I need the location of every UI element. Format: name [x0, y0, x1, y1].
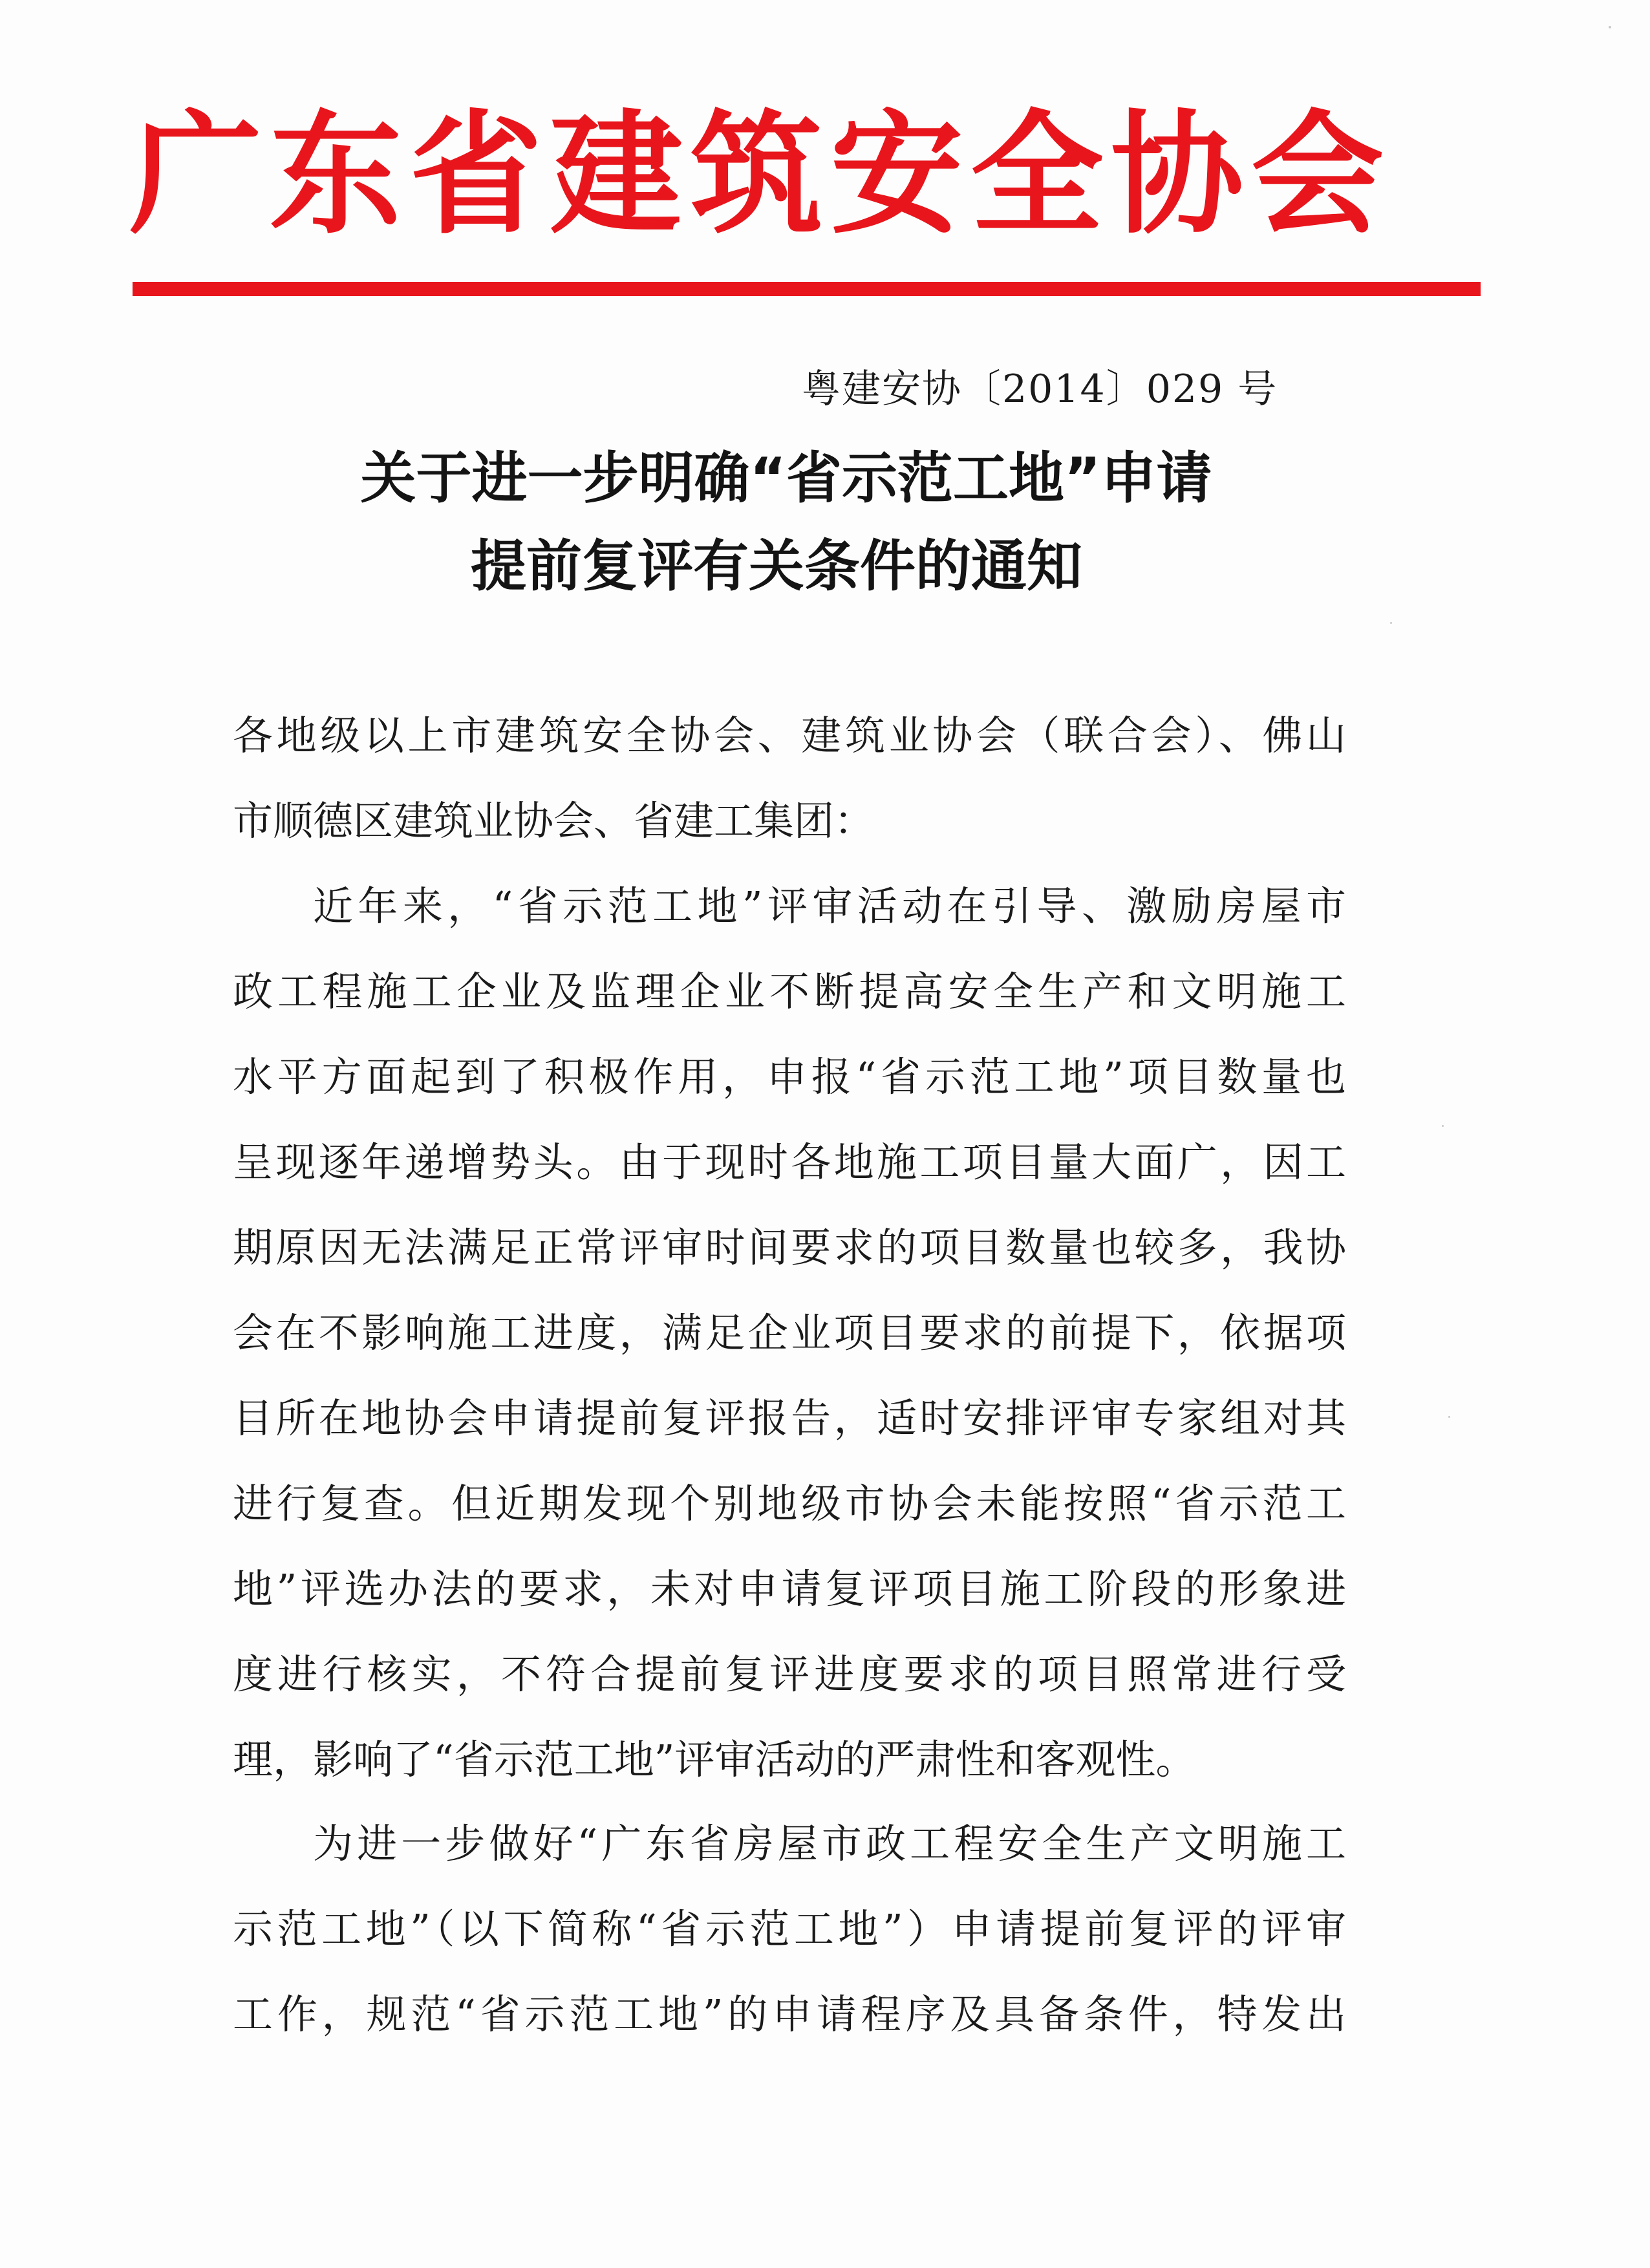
letterhead-char: 协 [1111, 96, 1244, 252]
text-line: 近年来，“省示范工地”评审活动在引导、激励房屋市 [313, 883, 1346, 930]
letterhead-char: 东 [269, 96, 402, 252]
paragraph-background [233, 864, 1346, 1803]
scan-speck [1390, 622, 1392, 624]
text-line: 目所在地协会申请提前复评报告，适时安排评审专家组对其 [233, 1395, 1346, 1442]
letterhead-char: 全 [970, 96, 1104, 252]
text-line: 度进行核实，不符合提前复评进度要求的项目照常进行受 [233, 1651, 1346, 1698]
paragraph-purpose [233, 1801, 1346, 2057]
letterhead-char: 会 [1251, 96, 1384, 252]
letterhead-char: 建 [550, 96, 683, 252]
scan-speck [1609, 26, 1611, 28]
text-line: 水平方面起到了积极作用，申报“省示范工地”项目数量也 [233, 1053, 1346, 1100]
letterhead-char: 广 [129, 96, 262, 252]
text-line: 示范工地”（以下简称“省示范工地”）申请提前复评的评审 [233, 1905, 1346, 1952]
text-line: 期原因无法满足正常评审时间要求的项目数量也较多，我协 [233, 1224, 1346, 1271]
scan-speck [1448, 1416, 1450, 1418]
title-line: 关于进一步明确“省示范工地”申请 [360, 446, 1212, 511]
letterhead-organization-name [129, 91, 1384, 259]
letterhead-char: 安 [830, 96, 963, 252]
text-line: 市顺德区建筑业协会、省建工集团： [233, 797, 875, 844]
letterhead-red-rule [133, 282, 1481, 296]
document-number: 粤建安协〔2014〕029 号 [802, 367, 1278, 412]
salutation [233, 693, 1346, 864]
text-line: 政工程施工企业及监理企业不断提高安全生产和文明施工 [233, 968, 1346, 1015]
text-line: 呈现逐年递增势头。由于现时各地施工项目量大面广，因工 [233, 1139, 1346, 1186]
title-line: 提前复评有关条件的通知 [471, 534, 1082, 599]
scan-speck [1442, 1125, 1444, 1127]
text-line: 会在不影响施工进度，满足企业项目要求的前提下，依据项 [233, 1309, 1346, 1356]
letterhead-char: 省 [409, 96, 542, 252]
letterhead-char: 筑 [690, 96, 823, 252]
text-line: 为进一步做好“广东省房屋市政工程安全生产文明施工 [313, 1820, 1346, 1867]
text-line: 理，影响了“省示范工地”评审活动的严肃性和客观性。 [233, 1736, 1196, 1783]
document-title [129, 434, 1521, 610]
text-line: 进行复查。但近期发现个别地级市协会未能按照“省示范工 [233, 1480, 1346, 1527]
text-line: 地”评选办法的要求，未对申请复评项目施工阶段的形象进 [233, 1565, 1346, 1612]
text-line: 各地级以上市建筑安全协会、建筑业协会（联合会）、佛山 [233, 712, 1346, 759]
text-line: 工作，规范“省示范工地”的申请程序及具备条件，特发出 [233, 1991, 1346, 2038]
